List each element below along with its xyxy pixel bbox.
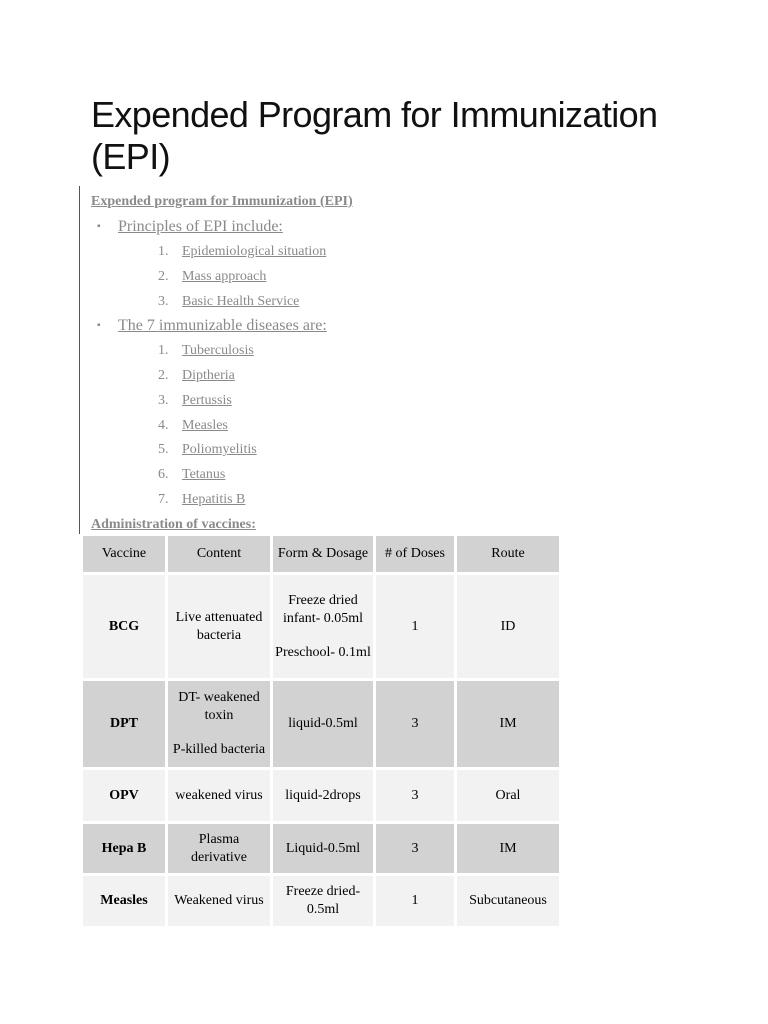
doses-cell: 3	[376, 681, 454, 767]
list-item: 1. Epidemiological situation	[158, 244, 327, 259]
bullet-dot-icon: ▪	[97, 320, 101, 331]
list-item: 4. Measles	[158, 418, 228, 433]
list-item: 5. Poliomyelitis	[158, 442, 257, 457]
route-cell: Oral	[457, 770, 559, 821]
table-row	[83, 824, 559, 873]
doses-cell: 3	[376, 824, 454, 873]
vaccine-cell: OPV	[83, 770, 165, 821]
header-cell: Vaccine	[83, 536, 165, 572]
bullet-diseases	[97, 317, 327, 335]
administration-heading: Administration of vaccines:	[91, 517, 256, 532]
header-cell: Route	[457, 536, 559, 572]
list-item: 2. Diptheria	[158, 368, 235, 383]
vaccine-cell: Measles	[83, 876, 165, 926]
table-row	[83, 575, 559, 678]
vaccine-cell: Hepa B	[83, 824, 165, 873]
bullet-principles-label: Principles of EPI include:	[118, 218, 283, 235]
section-heading: Expended program for Immunization (EPI)	[91, 194, 353, 209]
route-cell: Subcutaneous	[457, 876, 559, 926]
vaccine-table	[80, 533, 562, 929]
form-cell: liquid-2drops	[273, 770, 373, 821]
list-item: 7. Hepatitis B	[158, 492, 246, 507]
list-item: 3. Basic Health Service	[158, 294, 300, 309]
list-item: 3. Pertussis	[158, 393, 232, 408]
header-cell: Content	[168, 536, 270, 572]
content-cell: Plasma derivative	[168, 824, 270, 873]
content-cell: Live attenuated bacteria	[168, 575, 270, 678]
vaccine-cell: DPT	[83, 681, 165, 767]
content-cell: weakened virus	[168, 770, 270, 821]
list-item: 6. Tetanus	[158, 467, 226, 482]
bullet-principles	[97, 218, 283, 236]
form-cell: Liquid-0.5ml	[273, 824, 373, 873]
doses-cell: 3	[376, 770, 454, 821]
form-cell: liquid-0.5ml	[273, 681, 373, 767]
list-item: 1. Tuberculosis	[158, 343, 254, 358]
left-margin-rule	[79, 186, 80, 534]
bullet-diseases-label: The 7 immunizable diseases are:	[118, 317, 327, 334]
vaccine-cell: BCG	[83, 575, 165, 678]
content-cell: Weakened virus	[168, 876, 270, 926]
bullet-dot-icon: ▪	[97, 221, 101, 232]
table-row	[83, 770, 559, 821]
table-row	[83, 681, 559, 767]
table-row	[83, 876, 559, 926]
route-cell: IM	[457, 681, 559, 767]
header-cell: # of Doses	[376, 536, 454, 572]
page-title: Expended Program for Immunization (EPI)	[91, 94, 658, 177]
route-cell: ID	[457, 575, 559, 678]
form-cell: Freeze dried- 0.5ml	[273, 876, 373, 926]
content-cell: DT- weakened toxin P-killed bacteria	[168, 681, 270, 767]
route-cell: IM	[457, 824, 559, 873]
list-item: 2. Mass approach	[158, 269, 267, 284]
header-cell: Form & Dosage	[273, 536, 373, 572]
table-header-row	[83, 536, 559, 572]
form-cell: Freeze dried infant- 0.05ml Preschool- 0.1ml	[273, 575, 373, 678]
doses-cell: 1	[376, 876, 454, 926]
doses-cell: 1	[376, 575, 454, 678]
